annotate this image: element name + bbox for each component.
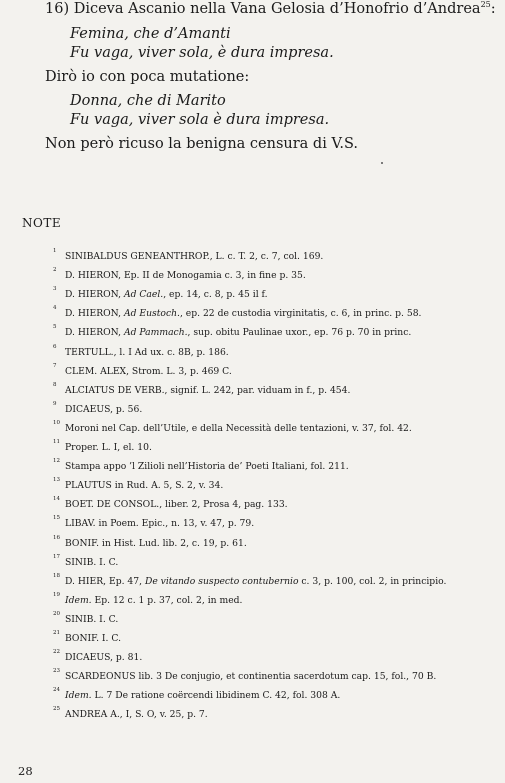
verse-line: Femina, che d’Amanti <box>70 26 231 42</box>
note-number: 3 <box>53 286 57 293</box>
note-text-post: c. 3, p. 100, col. 2, in principio. <box>298 575 447 587</box>
note-text: D. HIERON, Ep. II de Monogamia c. 3, in fine p. 35. <box>65 270 306 282</box>
note-number: 20 <box>53 610 60 617</box>
note-text-post: , ep. 14, c. 8, p. 45 il f. <box>163 289 268 301</box>
text-line-suffix: : <box>490 1 496 17</box>
note-number: 22 <box>53 649 60 656</box>
note-text-pre: D. HIER, Ep. 47, <box>65 575 145 587</box>
note-number: 23 <box>53 668 60 675</box>
note-text: CLEM. ALEX, Strom. L. 3, p. 469 C. <box>65 365 232 377</box>
note-text-post: , sup. obitu Paulinae uxor., ep. 76 p. 70 in princ. <box>187 327 412 339</box>
note-text-pre: D. HIERON, <box>65 308 124 320</box>
note-text-italic: Ad Pammach. <box>123 327 188 339</box>
note-number: 16 <box>53 534 60 541</box>
note-text: SCARDEONUS lib. 3 De conjugio, et continentia sacerdotum cap. 15, fol., 70 B. <box>65 671 437 683</box>
verse-line: Fu vaga, viver sola, è dura impresa. <box>70 45 334 61</box>
text-line: Non però ricuso la benigna censura di V.S. <box>45 136 359 152</box>
note-text: BONIF. in Hist. Lud. lib. 2, c. 19, p. 61. <box>65 537 247 549</box>
text-line: Dirò io con poca mutatione: <box>45 69 250 85</box>
note-number: 19 <box>53 591 60 598</box>
note-number: 14 <box>53 496 60 503</box>
note-text: BONIF. I. C. <box>65 633 121 644</box>
note-text-pre: D. HIERON, <box>65 289 124 301</box>
note-text-italic: Idem. <box>65 594 92 606</box>
note-text: DICAEUS, p. 81. <box>65 652 143 664</box>
notes-heading: NOTE <box>22 216 62 230</box>
note-number: 7 <box>53 362 57 369</box>
note-number: 17 <box>53 553 60 560</box>
note-number: 15 <box>53 515 60 522</box>
note-text-italic: Ad Eustoch. <box>123 308 180 320</box>
note-number: 5 <box>53 324 57 331</box>
note-number: 9 <box>53 400 57 407</box>
note-text <box>65 576 446 587</box>
footnote-ref: 25 <box>480 0 491 10</box>
note-number: 11 <box>53 439 60 445</box>
verse-line: Donna, che di Marito <box>70 93 226 109</box>
note-text: SINIB. I. C. <box>65 556 119 568</box>
note-text-post: L. 7 De ratione coërcendi libidinem C. 42, fol. 308 A. <box>91 690 341 702</box>
note-text-post: , ep. 22 de custodia virginitatis, c. 6, in princ. p. 58. <box>179 308 422 320</box>
note-text <box>65 595 242 606</box>
note-number: 1 <box>53 248 57 254</box>
note-text-post: Ep. 12 c. 1 p. 37, col. 2, in med. <box>91 594 243 606</box>
note-number: 4 <box>53 305 57 312</box>
note-text <box>65 327 411 338</box>
note-text-pre: D. HIERON, <box>65 327 124 339</box>
note-text-italic: De vitando suspecto contubernio <box>144 575 299 587</box>
note-number: 8 <box>53 381 57 388</box>
note-text: SINIB. I. C. <box>65 613 119 625</box>
note-number: 6 <box>53 343 57 350</box>
note-text: DICAEUS, p. 56. <box>65 403 143 415</box>
note-text <box>65 289 268 300</box>
note-text <box>65 308 421 319</box>
note-number: 13 <box>53 477 60 484</box>
note-text: ANDREA A., I, S. O, v. 25, p. 7. <box>65 709 208 721</box>
note-text: ALCIATUS DE VERB., signif. L. 242, par. viduam in f., p. 454. <box>65 384 351 396</box>
note-text: BOET. DE CONSOL., liber. 2, Prosa 4, pag. 133. <box>65 499 288 511</box>
note-number: 24 <box>53 687 60 694</box>
verse-line: Fu vaga, viver sola è dura impresa. <box>70 112 330 128</box>
note-text: TERTULL., l. I Ad ux. c. 8B, p. 186. <box>65 346 229 358</box>
note-number: 21 <box>53 630 60 636</box>
note-number: 18 <box>53 572 60 579</box>
note-number: 12 <box>53 458 60 465</box>
note-text <box>65 690 340 701</box>
note-text: SINIBALDUS GENEANTHROP., L. c. T. 2, c. 7, col. 169. <box>65 251 324 262</box>
note-text: PLAUTUS in Rud. A. 5, S. 2, v. 34. <box>65 480 224 492</box>
note-number: 25 <box>53 706 60 713</box>
note-text: Moroni nel Cap. dell’Utile, e della Necessità delle tentazioni, v. 37, fol. 42. <box>65 422 412 434</box>
text-line-content: 16) Diceva Ascanio nella Vana Gelosia d’Honofrio d’Andrea <box>45 1 481 17</box>
note-number: 2 <box>53 267 57 274</box>
note-text-italic: Idem. <box>65 690 92 702</box>
note-text: Proper. L. I, el. 10. <box>65 442 152 453</box>
text-line-16 <box>45 1 496 17</box>
ink-speck <box>381 162 383 164</box>
note-text: LIBAV. in Poem. Epic., n. 13, v. 47, p. 79. <box>65 518 255 530</box>
page-number: 28 <box>18 764 33 778</box>
note-text: Stampa appo ’l Zilioli nell’Historia de’ Poeti Italiani, fol. 211. <box>65 461 349 473</box>
note-text-italic: Ad Cael. <box>123 289 164 301</box>
note-number: 10 <box>53 419 60 426</box>
